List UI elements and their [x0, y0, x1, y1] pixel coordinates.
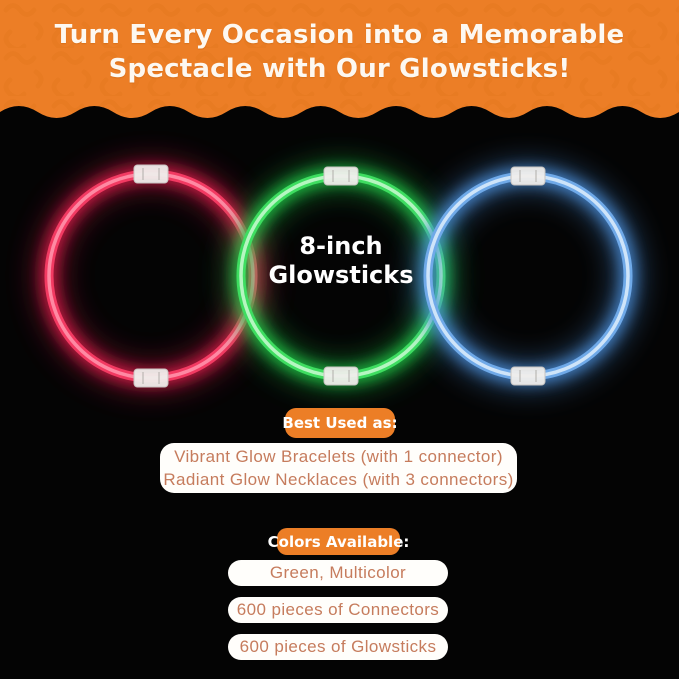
product-size-line1: 8-inch: [299, 232, 383, 260]
best-used-line1: Vibrant Glow Bracelets (with 1 connector): [174, 447, 503, 466]
blue-ring-top-connector: [511, 167, 545, 185]
green-ring-top-connector: [324, 167, 358, 185]
glowsticks-count-text: 600 pieces of Glowsticks: [239, 637, 437, 656]
pink-glowstick-ring: [49, 165, 253, 387]
connectors-count-text: 600 pieces of Connectors: [236, 600, 440, 619]
pink-ring-bottom-connector: [134, 369, 168, 387]
page-title: [0, 0, 679, 104]
blue-ring-bottom-connector: [511, 367, 545, 385]
product-size-label: [241, 232, 441, 290]
page-title-line2: Spectacle with Our Glowsticks!: [108, 54, 571, 84]
blue-glowstick-ring: [428, 167, 628, 385]
best-used-line2: Radiant Glow Necklaces (with 3 connectors): [163, 470, 514, 489]
colors-available-badge-label: Colors Available:: [267, 532, 410, 551]
pink-ring-top-connector: [134, 165, 168, 183]
best-used-badge: [282, 408, 398, 438]
product-size-line2: Glowsticks: [268, 261, 414, 289]
green-ring-bottom-connector: [324, 367, 358, 385]
colors-available-card: [228, 560, 448, 586]
colors-available-text: Green, Multicolor: [269, 563, 407, 582]
colors-available-badge: [267, 528, 410, 555]
best-used-badge-label: Best Used as:: [282, 414, 398, 432]
glowsticks-count-card: [228, 634, 448, 660]
connectors-count-card: [228, 597, 448, 623]
best-used-card: [160, 443, 517, 493]
page-title-line1: Turn Every Occasion into a Memorable: [54, 20, 625, 50]
